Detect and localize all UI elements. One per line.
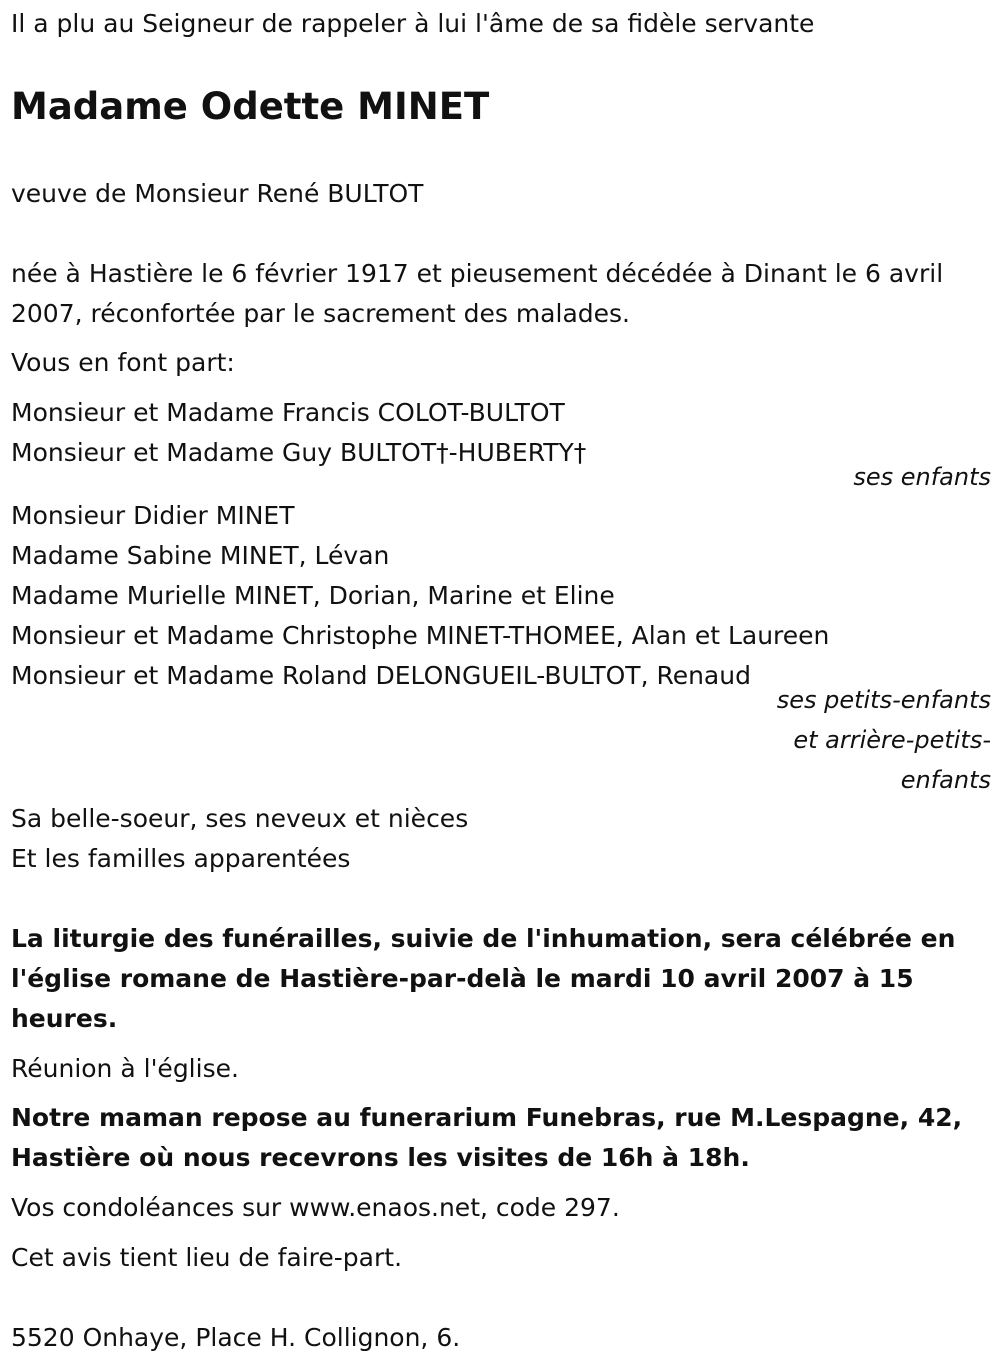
list-item: Sa belle-soeur, ses neveux et nièces — [11, 804, 469, 833]
list-item: Et les familles apparentées — [11, 844, 351, 873]
list-item: Monsieur et Madame Guy BULTOT†-HUBERTY† — [11, 438, 587, 467]
birth-death-text: née à Hastière le 6 février 1917 et pieusement décédée à Dinant le 6 avril 2007, réconfortée par le sacrement des malades. — [11, 259, 944, 328]
condolences-text: Vos condoléances sur www.enaos.net, code 297. — [11, 1193, 620, 1222]
list-item: Madame Sabine MINET, Lévan — [11, 541, 390, 570]
widow-of-text: veuve de Monsieur René BULTOT — [11, 179, 424, 208]
list-item: Monsieur et Madame Christophe MINET-THOMEE, Alan et Laureen — [11, 621, 830, 650]
funeral-text: La liturgie des funérailles, suivie de l'inhumation, sera célébrée en l'église romane de Hastière-par-delà le mardi 10 avril 2007 à 15 heures. — [11, 924, 956, 1033]
grandchildren-caption: ses petits-enfants et arrière-petits-enfants — [776, 686, 991, 794]
notice-text: Cet avis tient lieu de faire-part. — [11, 1243, 403, 1272]
address-text: 5520 Onhaye, Place H. Collignon, 6. — [11, 1323, 461, 1352]
reunion-text: Réunion à l'église. — [11, 1054, 239, 1083]
visitation-text: Notre maman repose au funerarium Funebras, rue M.Lespagne, 42, Hastière où nous recevrons les visites de 16h à 18h. — [11, 1103, 963, 1172]
list-item: Monsieur Didier MINET — [11, 501, 295, 530]
other-relatives-list — [11, 799, 991, 879]
death-notice — [11, 0, 991, 1372]
children-caption: ses enfants — [853, 463, 991, 491]
list-item: Monsieur et Madame Roland DELONGUEIL-BULTOT, Renaud — [11, 661, 751, 690]
deceased-name: Madame Odette MINET — [11, 85, 490, 128]
grandchildren-list — [11, 496, 991, 696]
intro-text: Il a plu au Seigneur de rappeler à lui l'âme de sa fidèle servante — [11, 9, 815, 38]
list-item: Monsieur et Madame Francis COLOT-BULTOT — [11, 398, 565, 427]
list-item: Madame Murielle MINET, Dorian, Marine et Eline — [11, 581, 615, 610]
children-list — [11, 393, 991, 473]
share-intro-text: Vous en font part: — [11, 348, 235, 377]
